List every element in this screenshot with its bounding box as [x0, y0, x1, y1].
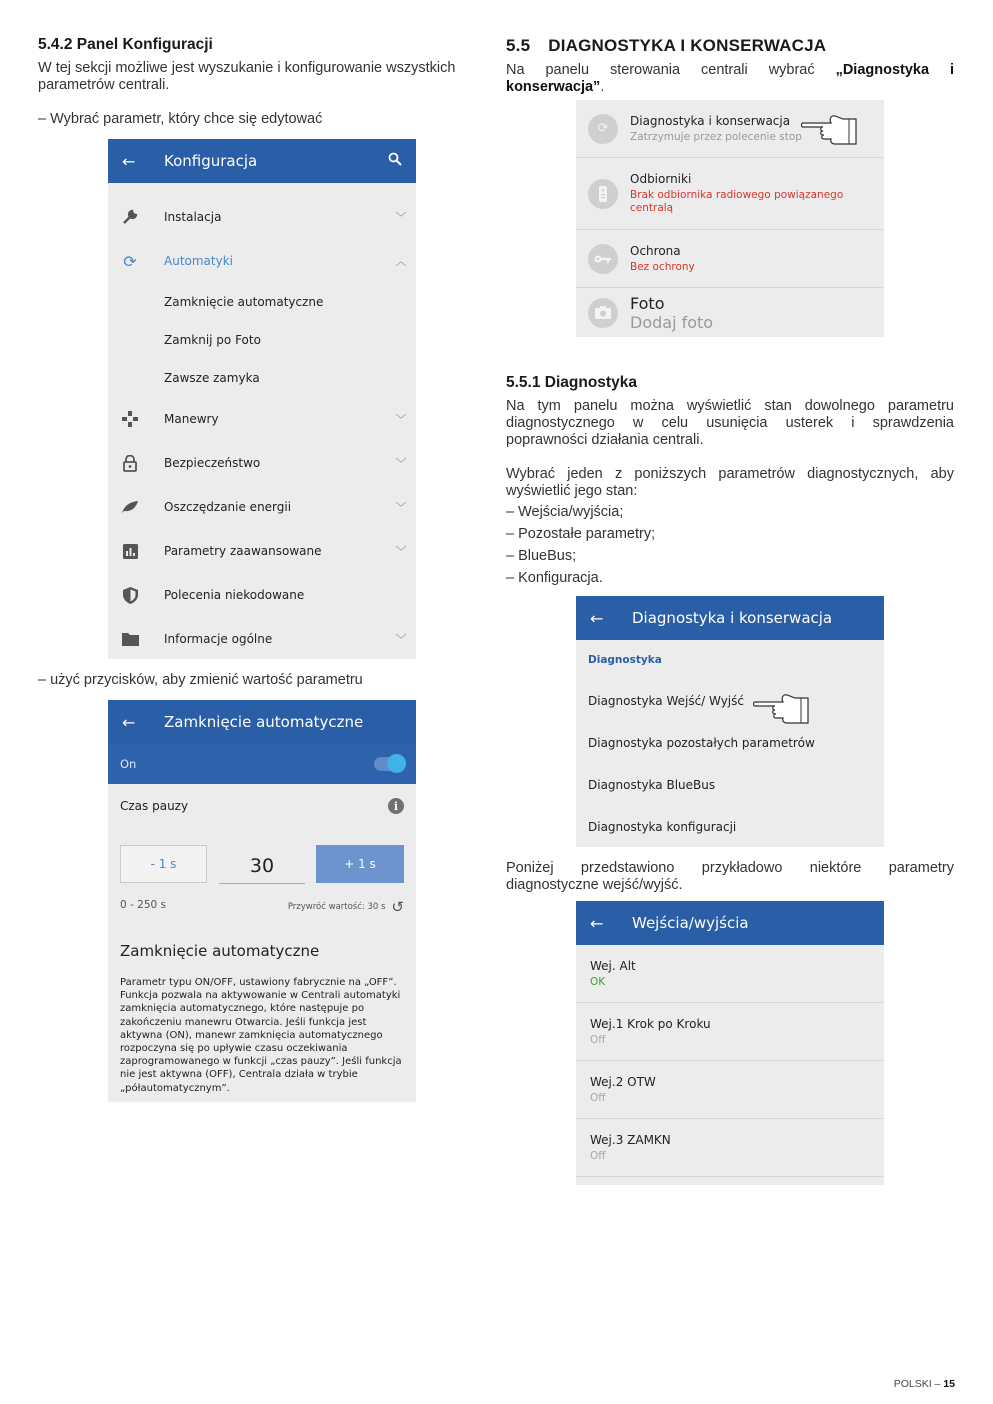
diag-section-label: Diagnostyka: [588, 654, 662, 666]
io-row[interactable]: Wej.2 OTW Off: [576, 1061, 884, 1119]
back-arrow-icon[interactable]: ←: [590, 608, 604, 628]
on-toggle-row: [108, 744, 416, 784]
diag-app-bar: [576, 596, 884, 640]
remote-icon: [588, 179, 618, 209]
restore-text: Przywróć wartość: 30 s: [287, 902, 386, 912]
config-item-instalacja[interactable]: Instalacja ﹀: [108, 195, 416, 239]
io-intro: Poniżej przedstawiono przykładowo niektóre parametry diagnostyczne wejść/wyjść.: [506, 860, 954, 893]
parameter-list: [506, 501, 954, 589]
param-app-bar: [108, 700, 416, 744]
menu-item-odbiorniki[interactable]: Odbiorniki Brak odbiornika radiowego powiązanego centralą: [576, 158, 884, 230]
chevron-down-icon: ﹀: [395, 457, 407, 470]
section-heading-5-5: 5.5 DIAGNOSTYKA I KONSERWACJA: [506, 36, 827, 55]
list-item: – BlueBus;: [506, 548, 577, 564]
step-1-text: – Wybrać parametr, który chce się edytować: [38, 111, 323, 127]
config-item-automatyki[interactable]: ⟳ Automatyki ︿: [108, 239, 416, 283]
chevron-down-icon: ﹀: [395, 211, 407, 224]
intro-line-1: Na panelu sterowania centrali wybrać „Diagnostyka i: [506, 62, 954, 78]
diagnostyka-intro: Na tym panelu można wyświetlić stan dowolnego parametru diagnostycznego w celu usunięcia usterek i sprawdzenia poprawności działania centrali.: [506, 398, 954, 448]
shield-icon: [108, 587, 152, 604]
section-heading-5-4-2: 5.4.2 Panel Konfiguracji: [38, 36, 213, 53]
wrench-icon: [108, 208, 152, 226]
config-item-bezpieczenstwo[interactable]: Bezpieczeństwo ﹀: [108, 441, 416, 485]
lock-icon: [108, 455, 152, 472]
io-row[interactable]: Wej. Alt OK: [576, 945, 884, 1003]
gamepad-icon: [108, 411, 152, 427]
list-item: – Konfiguracja.: [506, 570, 603, 586]
pointing-hand-icon: [801, 111, 859, 147]
io-screenshot: [576, 901, 884, 1185]
sync-icon: ⟳: [123, 251, 137, 271]
menu-item-ochrona[interactable]: Ochrona Bez ochrony: [576, 230, 884, 288]
chart-icon: [108, 544, 152, 559]
search-icon[interactable]: [388, 152, 402, 170]
page-number: 15: [943, 1378, 955, 1390]
chevron-down-icon: ﹀: [395, 501, 407, 514]
toggle-label: On: [120, 757, 137, 771]
io-row[interactable]: Wej.1 Krok po Kroku Off: [576, 1003, 884, 1061]
range-text: 0 - 250 s: [120, 899, 166, 911]
diag-item-config[interactable]: Diagnostyka konfiguracji: [588, 820, 737, 834]
intro-text: W tej sekcji możliwe jest wyszukanie i konfigurowanie wszystkich parametrów centrali.: [38, 60, 456, 93]
menu-item-diagnostyka[interactable]: ⟳ Diagnostyka i konserwacja Zatrzymuje przez polecenie stop: [576, 100, 884, 158]
config-item-polecenia[interactable]: Polecenia niekodowane: [108, 573, 416, 617]
chevron-down-icon: ﹀: [395, 545, 407, 558]
menu-item-foto[interactable]: Foto Dodaj foto: [576, 288, 884, 337]
chevron-up-icon: ︿: [395, 255, 407, 268]
pause-label: Czas pauzy: [120, 799, 189, 813]
description-title: Zamknięcie automatyczne: [120, 942, 320, 960]
plus-1s-button[interactable]: + 1 s: [316, 845, 404, 883]
config-item-parametry[interactable]: Parametry zaawansowane ﹀: [108, 529, 416, 573]
config-screenshot: [108, 139, 416, 659]
list-item: – Pozostałe parametry;: [506, 526, 656, 542]
config-subitem[interactable]: Zawsze zamyka: [164, 371, 260, 385]
param-title: Zamknięcie automatyczne: [164, 713, 364, 731]
io-title: Wejścia/wyjścia: [632, 914, 749, 932]
minus-1s-button[interactable]: - 1 s: [120, 845, 207, 883]
sync-icon: ⟳: [588, 114, 618, 144]
config-item-manewry[interactable]: Manewry ﹀: [108, 397, 416, 441]
diag-item-bluebus[interactable]: Diagnostyka BlueBus: [588, 778, 716, 792]
info-icon[interactable]: i: [388, 798, 404, 814]
pointing-hand-icon: [753, 690, 811, 726]
back-arrow-icon[interactable]: ←: [122, 151, 136, 171]
param-screenshot: [108, 700, 416, 1102]
restore-default[interactable]: [288, 898, 404, 916]
io-row[interactable]: Wej.3 ZAMKN Off: [576, 1119, 884, 1177]
diag-item-io[interactable]: Diagnostyka Wejść/ Wyjść: [588, 694, 744, 708]
pause-value[interactable]: 30: [219, 848, 305, 884]
intro-line-2: konserwacja”.: [506, 79, 605, 95]
io-app-bar: [576, 901, 884, 945]
page-footer: POLSKI – 15: [893, 1378, 955, 1390]
back-arrow-icon[interactable]: ←: [590, 913, 604, 933]
chevron-down-icon: ﹀: [395, 633, 407, 646]
folder-icon: [108, 632, 152, 646]
back-arrow-icon[interactable]: ←: [122, 712, 136, 732]
config-item-oszczedzanie[interactable]: Oszczędzanie energii ﹀: [108, 485, 416, 529]
choose-text: Wybrać jeden z poniższych parametrów diagnostycznych, aby wyświetlić jego stan:: [506, 466, 954, 499]
camera-icon: [588, 298, 618, 328]
diag-title: Diagnostyka i konserwacja: [632, 609, 833, 627]
diag-screenshot: [576, 596, 884, 847]
key-icon: [588, 244, 618, 274]
step-2-text: – użyć przycisków, aby zmienić wartość parametru: [38, 672, 363, 688]
config-item-informacje[interactable]: Informacje ogólne ﹀: [108, 617, 416, 659]
config-app-bar: [108, 139, 416, 183]
section-heading-5-5-1: 5.5.1 Diagnostyka: [506, 374, 637, 391]
leaf-icon: [108, 500, 152, 514]
description-text: Parametr typu ON/OFF, ustawiony fabrycznie na „OFF”. Funkcja pozwala na aktywowanie w Centrali automatyki zamknięcia automatycznego, które następuje po zakończeniu manewru Otwarcia. Jeśli funkcja jest aktywna (ON), manewr zamknięcia automatycznego rozpoczyna się po upływie czasu oczekiwania zaprogramowanego w funkcji „czas pauzy”. Jeśli funkcja nie jest aktywna (OFF), Centrala działa w trybie „półautomatycznym”.: [120, 977, 402, 1094]
chevron-down-icon: ﹀: [395, 413, 407, 426]
config-subitem[interactable]: Zamknięcie automatyczne: [164, 295, 324, 309]
diag-item-other[interactable]: Diagnostyka pozostałych parametrów: [588, 736, 815, 750]
restore-icon: ↺: [391, 898, 404, 916]
list-item: – Wejścia/wyjścia;: [506, 504, 624, 520]
config-title: Konfiguracja: [164, 152, 258, 170]
on-off-toggle[interactable]: [374, 757, 404, 771]
pause-row: [108, 784, 416, 828]
config-subitem[interactable]: Zamknij po Foto: [164, 333, 261, 347]
